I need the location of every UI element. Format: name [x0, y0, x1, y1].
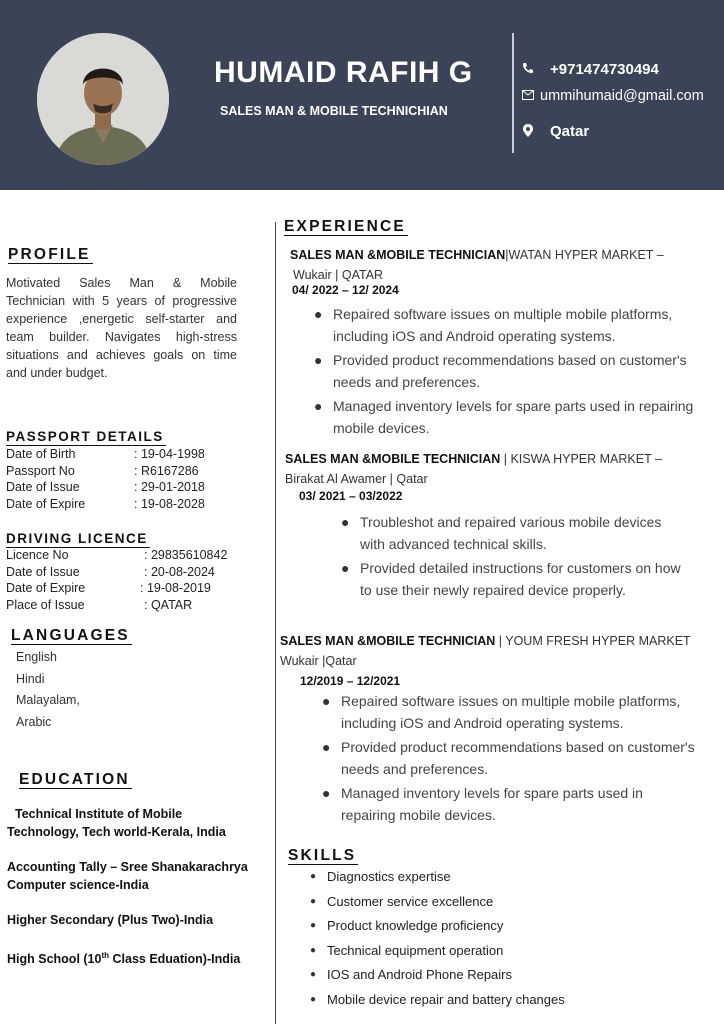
job-bullets [341, 512, 690, 601]
list-item: ● Managed inventory levels for spare parts used in repairing mobile devices. [322, 785, 643, 823]
contact-phone [520, 61, 659, 78]
email-address[interactable]: ummihumaid@gmail.com [540, 88, 704, 104]
passport-row: Date of Birth : 19-04-1998 [6, 447, 205, 461]
list-item: ● Provided product recommendations based on customer's needs and preferences. [322, 739, 695, 777]
education-item: Technical Institute of Mobile Technology, Tech world-Kerala, India [7, 807, 226, 839]
contact-location [520, 123, 589, 140]
job-header: SALES MAN &MOBILE TECHNICIAN | KISWA HYPER MARKET – Birakat Al Awamer | Qatar [285, 452, 662, 486]
job-dates: 03/ 2021 – 03/2022 [299, 489, 403, 503]
profile-photo [37, 33, 169, 165]
job-bullets [322, 691, 701, 826]
passport-heading: PASSPORT DETAILS [6, 429, 164, 444]
education-item: High School (10th Class Eduation)-India [7, 951, 241, 967]
licence-row: Date of Issue : 20-08-2024 [6, 564, 215, 579]
list-item: ● Troubleshot and repaired various mobile devices with advanced technical skills. [341, 514, 662, 552]
location-text: Qatar [550, 123, 590, 140]
header-banner [0, 0, 724, 190]
passport-row: Date of Expire : 19-08-2028 [6, 496, 205, 511]
licence-details [6, 547, 227, 613]
header-divider [512, 33, 514, 153]
phone-number[interactable]: +971474730494 [550, 61, 659, 78]
skill-item: ● Customer service excellence [310, 893, 494, 909]
column-divider [275, 222, 276, 1024]
licence-row: Place of Issue : QATAR [6, 597, 193, 612]
job-header: SALES MAN &MOBILE TECHNICIAN | YOUM FRESH HYPER MARKET Wukair |Qatar [280, 634, 691, 668]
list-item: ● Provided detailed instructions for customers on how to use their newly repaired device properly. [341, 560, 681, 598]
candidate-role: SALES MAN & MOBILE TECHNICHIAN [220, 104, 448, 118]
skills-list [310, 865, 627, 1012]
list-item: ● Repaired software issues on multiple mobile platforms, including iOS and Android operating systems. [322, 693, 681, 731]
candidate-name: HUMAID RAFIH G [214, 56, 473, 89]
skill-item: ● Technical equipment operation [310, 942, 504, 958]
passport-row: Passport No : R6167286 [6, 463, 199, 478]
job-dates: 04/ 2022 – 12/ 2024 [292, 283, 399, 297]
phone-icon [520, 62, 536, 77]
education-heading: EDUCATION [19, 771, 130, 788]
education-item: Accounting Tally – Sree Shanakarachrya Computer science-India [7, 860, 248, 892]
skill-item: ● Diagnostics expertise [310, 869, 451, 884]
skills-heading: SKILLS [288, 847, 357, 864]
job-header: SALES MAN &MOBILE TECHNICIAN|WATAN HYPER MARKET – Wukair | QATAR [290, 248, 664, 282]
passport-row: Date of Issue : 29-01-2018 [6, 480, 205, 494]
passport-details [6, 446, 205, 512]
job-dates: 12/2019 – 12/2021 [300, 674, 401, 688]
language-item: Hindi [16, 672, 45, 686]
skill-item: ● Product knowledge proficiency [310, 918, 504, 933]
profile-summary: Motivated Sales Man & Mobile Technician with 5 years of progressive experience ,energetic self-starter and team builder. Navigates high-stress situations and achieves goals on time and under budget. [6, 276, 237, 380]
job-bullets [314, 304, 721, 439]
list-item: ● Managed inventory levels for spare parts used in repairing mobile devices. [314, 398, 694, 436]
skill-item: ● Mobile device repair and battery changes [310, 991, 565, 1007]
profile-heading: PROFILE [8, 246, 91, 263]
language-item: English [16, 650, 57, 664]
language-item: Malayalam, [16, 693, 80, 707]
envelope-icon [520, 89, 536, 103]
contact-email [520, 88, 704, 104]
licence-row: Licence No : 29835610842 [6, 548, 228, 562]
experience-heading: EXPERIENCE [284, 218, 406, 235]
location-pin-icon [520, 124, 536, 140]
licence-heading: DRIVING LICENCE [6, 531, 148, 546]
skill-item: ● IOS and Android Phone Repairs [310, 967, 513, 982]
languages-heading: LANGUAGES [11, 627, 130, 644]
list-item: ● Provided product recommendations based on customer's needs and preferences. [314, 352, 687, 390]
language-item: Arabic [16, 715, 52, 729]
list-item: ● Repaired software issues on multiple mobile platforms, including iOS and Android operating systems. [314, 306, 673, 344]
education-item: Higher Secondary (Plus Two)-India [7, 913, 214, 927]
licence-row: Date of Expire : 19-08-2019 [6, 581, 211, 595]
